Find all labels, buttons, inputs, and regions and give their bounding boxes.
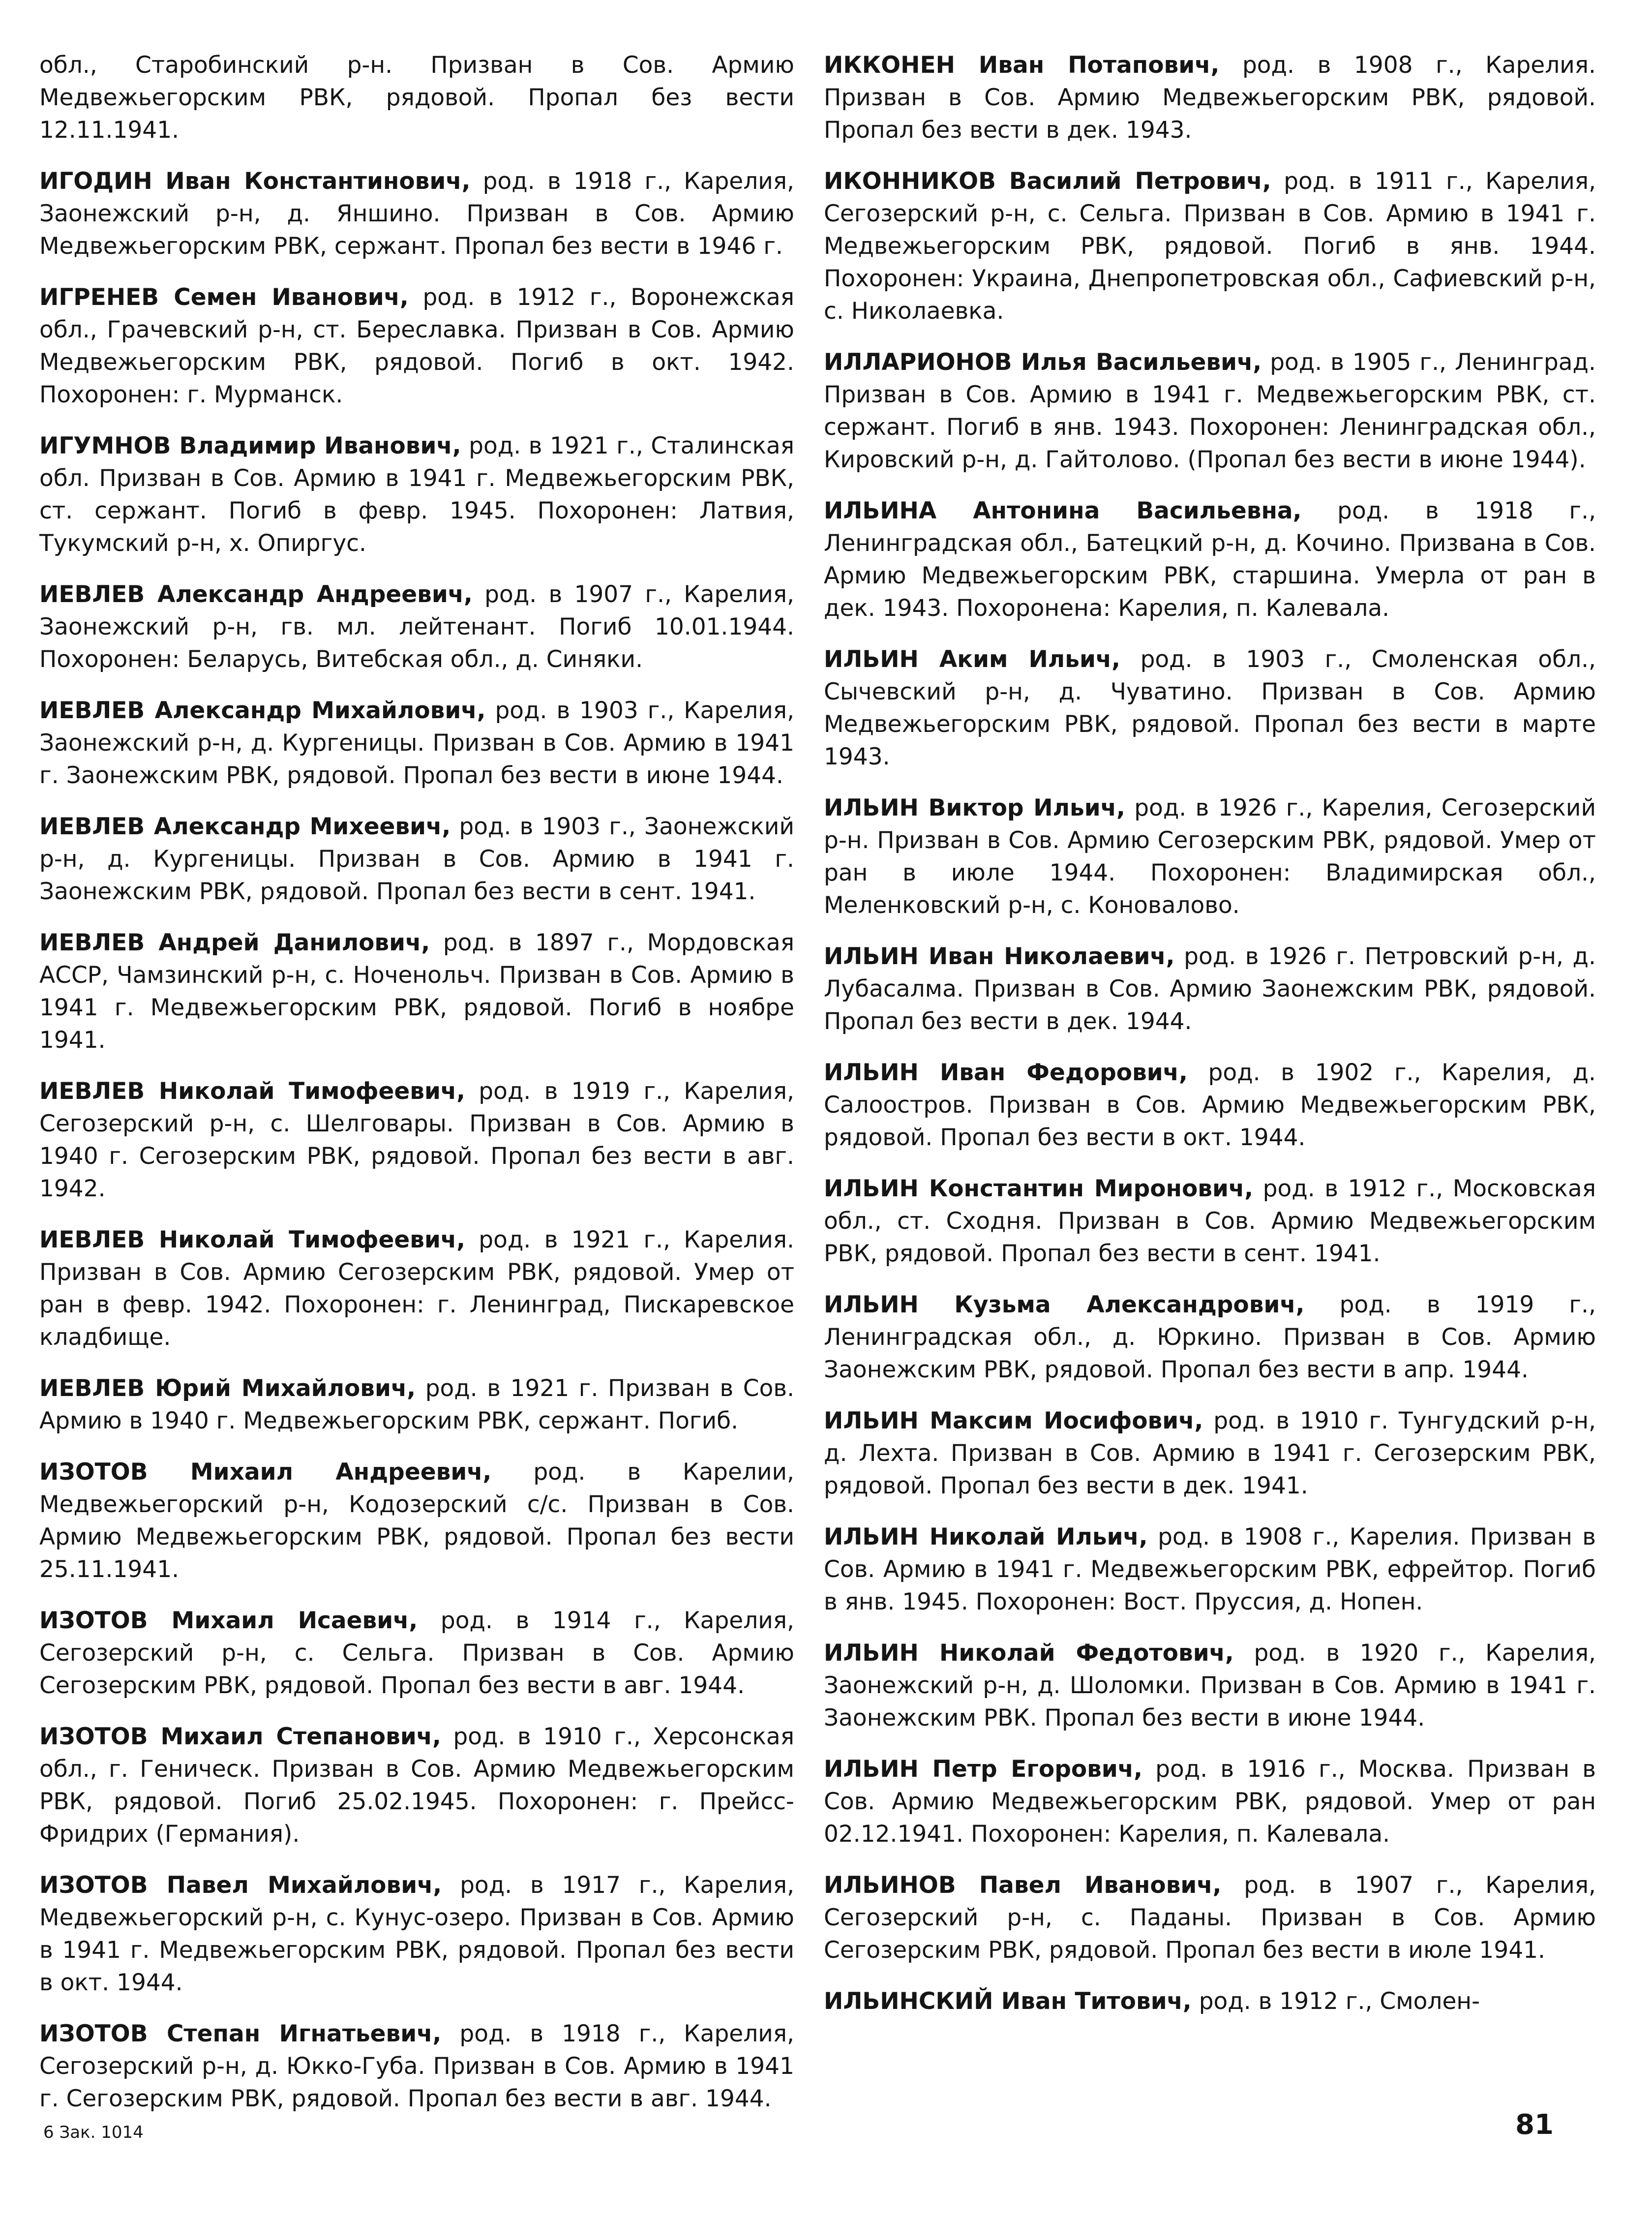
biography-entry	[39, 1372, 794, 1437]
person-name: ИЗОТОВ Михаил Исаевич,	[39, 1607, 418, 1634]
entry-text: род. в 1918 г., Карелия, Заонежский р-н, д. Яншино. Призван в Сов. Армию Медвежьегорским РВК, сержант. Пропал без вести в 1946 г.	[39, 168, 794, 260]
person-name: ИКОННИКОВ Василий Петрович,	[824, 168, 1271, 195]
biography-entry	[824, 495, 1596, 625]
entry-text: род. в 1910 г. Тунгудский р-н, д. Лехта. Призван в Сов. Армию в 1941 г. Сегозерским РВК, рядовой. Пропал без вести в дек. 1941.	[824, 1407, 1596, 1499]
entry-text: род. в 1903 г., Карелия, Заонежский р-н, д. Кургеницы. Призван в Сов. Армию в 1941 г. Заонежским РВК, рядовой. Пропал без вести в июне 1944.	[39, 697, 795, 789]
biography-entry	[39, 1721, 794, 1851]
person-name: ИЛЬИНОВ Павел Иванович,	[824, 1872, 1222, 1899]
biography-entry	[824, 1869, 1596, 1967]
person-name: ИЛЬИН Константин Миронович,	[824, 1175, 1254, 1202]
person-name: ИЗОТОВ Михаил Степанович,	[39, 1723, 441, 1750]
biography-entry	[39, 811, 794, 908]
person-name: ИЛЬИН Максим Иосифович,	[824, 1407, 1203, 1434]
entry-text: обл., Старобинский р-н. Призван в Сов. Армию Медвежьегорским РВК, рядовой. Пропал без вести 12.11.1941.	[39, 52, 794, 144]
entry-text: род. в 1908 г., Карелия. Призван в Сов. Армию в 1941 г. Медвежьегорским РВК, ефрейтор. Погиб в янв. 1945. Похоронен: Вост. Пруссия, д. Нопен.	[824, 1523, 1596, 1615]
left-column	[39, 49, 794, 2134]
person-name: ИККОНЕН Иван Потапович,	[824, 52, 1220, 79]
biography-entry	[824, 1521, 1596, 1618]
biography-entry	[824, 941, 1596, 1038]
person-name: ИЕВЛЕВ Андрей Данилович,	[39, 929, 430, 956]
biography-entry	[824, 1637, 1596, 1734]
person-name: ИЛЬИН Кузьма Александрович,	[824, 1291, 1305, 1318]
entry-text: род. в 1918 г., Ленинградская обл., Батецкий р-н, д. Кочино. Призвана в Сов. Армию Медвежьегорским РВК, старшина. Умерла от ран в дек. 1943. Похоронена: Карелия, п. Калевала.	[824, 497, 1596, 622]
biography-entry	[824, 1753, 1596, 1851]
entry-text: род. в 1926 г. Петровский р-н, д. Лубасалма. Призван в Сов. Армию Заонежским РВК, рядовой. Пропал без вести в дек. 1944.	[824, 943, 1596, 1035]
person-name: ИЛЬИН Петр Егорович,	[824, 1756, 1142, 1783]
person-name: ИГРЕНЕВ Семен Иванович,	[39, 284, 409, 311]
person-name: ИЕВЛЕВ Александр Андреевич,	[39, 581, 473, 608]
entry-text: род. в 1916 г., Москва. Призван в Сов. Армию Медвежьегорским РВК, рядовой. Умер от ран 02.12.1941. Похоронен: Карелия, п. Калевала.	[824, 1756, 1596, 1848]
biography-entry	[824, 1173, 1596, 1270]
biography-entry	[824, 643, 1596, 773]
entry-text: род. в 1919 г., Ленинградская обл., д. Юркино. Призван в Сов. Армию Заонежским РВК, рядовой. Пропал без вести в апр. 1944.	[824, 1291, 1596, 1383]
entry-text: род. в 1921 г., Сталинская обл. Призван в Сов. Армию в 1941 г. Медвежьегорским РВК, ст. сержант. Погиб в февр. 1945. Похоронен: Латвия, Тукумский р-н, х. Опиргус.	[39, 432, 795, 557]
entry-text: род. в 1903 г., Заонежский р-н, д. Кургеницы. Призван в Сов. Армию в 1941 г. Заонежским РВК, рядовой. Пропал без вести в сент. 1941.	[39, 813, 794, 905]
person-name: ИЛЬИН Иван Федорович,	[824, 1059, 1188, 1086]
biography-entry	[824, 165, 1596, 328]
person-name: ИГОДИН Иван Константинович,	[39, 168, 471, 195]
person-name: ИЛЬИН Аким Ильич,	[824, 646, 1120, 673]
biography-entry	[39, 1075, 794, 1205]
entry-text: род. в 1919 г., Карелия, Сегозерский р-н, с. Шелговары. Призван в Сов. Армию в 1940 г. Сегозерским РВК, рядовой. Пропал без вести в авг. 1942.	[39, 1078, 794, 1202]
biography-entry	[39, 578, 794, 676]
biography-entry	[824, 346, 1596, 476]
entry-text: род. в 1912 г., Московская обл., ст. Сходня. Призван в Сов. Армию Медвежьегорским РВК, рядовой. Пропал без вести в сент. 1941.	[824, 1175, 1596, 1267]
person-name: ИЕВЛЕВ Александр Михайлович,	[39, 697, 486, 724]
entry-text: род. в 1914 г., Карелия, Сегозерский р-н, с. Сельга. Призван в Сов. Армию Сегозерским РВК, рядовой. Пропал без вести в авг. 1944.	[39, 1607, 795, 1699]
entry-text: род. в 1902 г., Карелия, д. Салоостров. Призван в Сов. Армию Медвежьегорским РВК, рядовой. Пропал без вести в окт. 1944.	[824, 1059, 1596, 1151]
person-name: ИЕВЛЕВ Александр Михеевич,	[39, 813, 451, 840]
person-name: ИЗОТОВ Павел Михайлович,	[39, 1872, 442, 1899]
biography-entry	[39, 1869, 794, 1999]
entry-text: род. в 1907 г., Карелия, Сегозерский р-н, с. Паданы. Призван в Сов. Армию Сегозерским РВК, рядовой. Пропал без вести в июле 1941.	[824, 1872, 1596, 1964]
person-name: ИЗОТОВ Степан Игнатьевич,	[39, 2020, 442, 2047]
right-column	[824, 49, 1596, 2037]
entry-text: род. в 1911 г., Карелия, Сегозерский р-н, с. Сельга. Призван в Сов. Армию в 1941 г. Медвежьегорским РВК, рядовой. Погиб в янв. 1944. Похоронен: Украина, Днепропетровская обл., Сафиевский р-н, с. Николаевка.	[824, 168, 1596, 325]
biography-entry	[824, 1985, 1596, 2018]
person-name: ИЛЬИН Иван Николаевич,	[824, 943, 1175, 970]
biography-entry	[39, 430, 794, 560]
entry-text: род. в 1920 г., Карелия, Заонежский р-н, д. Шоломки. Призван в Сов. Армию в 1941 г. Заонежским РВК. Пропал без вести в июне 1944.	[824, 1640, 1596, 1732]
person-name: ИЕВЛЕВ Николай Тимофеевич,	[39, 1226, 466, 1253]
entry-text: род. в 1918 г., Карелия, Сегозерский р-н, д. Юкко-Губа. Призван в Сов. Армию в 1941 г. Сегозерским РВК, рядовой. Пропал без вести в авг. 1944.	[39, 2020, 794, 2112]
entry-text: род. в 1910 г., Херсонская обл., г. Геническ. Призван в Сов. Армию Медвежьегорским РВК, рядовой. Погиб 25.02.1945. Похоронен: г. Прейсс-Фридрих (Германия).	[39, 1723, 794, 1848]
person-name: ИЕВЛЕВ Юрий Михайлович,	[39, 1375, 416, 1402]
biography-entry	[39, 1224, 794, 1354]
page-number: 81	[1515, 2109, 1554, 2141]
entry-text: род. в 1921 г., Карелия. Призван в Сов. Армию Сегозерским РВК, рядовой. Умер от ран в февр. 1942. Похоронен: г. Ленинград, Пискаревское кладбище.	[39, 1226, 794, 1351]
biography-entry	[824, 49, 1596, 147]
person-name: ИГУМНОВ Владимир Иванович,	[39, 432, 461, 459]
biography-entry	[39, 281, 794, 411]
entry-text: род. в 1912 г., Смолен-	[1191, 1988, 1480, 2015]
entry-text: род. в 1897 г., Мордовская АССР, Чамзинский р-н, с. Ноченольч. Призван в Сов. Армию в 1941 г. Медвежьегорским РВК, рядовой. Погиб в ноябре 1941.	[39, 929, 794, 1054]
entry-text: род. в 1903 г., Смоленская обл., Сычевский р-н, д. Чуватино. Призван в Сов. Армию Медвежьегорским РВК, рядовой. Пропал без вести в марте 1943.	[824, 646, 1596, 770]
biography-entry	[824, 792, 1596, 922]
person-name: ИЛЬИН Николай Федотович,	[824, 1640, 1234, 1667]
biography-entry	[824, 1289, 1596, 1386]
biography-entry	[39, 49, 794, 147]
person-name: ИЛЬИН Николай Ильич,	[824, 1523, 1148, 1550]
person-name: ИЛЛАРИОНОВ Илья Васильевич,	[824, 349, 1262, 376]
printer-signature-mark: 6 Зак. 1014	[43, 2123, 144, 2142]
biography-entry	[824, 1405, 1596, 1502]
person-name: ИЛЬИН Виктор Ильич,	[824, 794, 1125, 821]
biography-entry	[39, 165, 794, 263]
biography-entry	[39, 2018, 794, 2115]
person-name: ИЛЬИНСКИЙ Иван Титович,	[824, 1988, 1192, 2015]
entry-text: род. в 1921 г. Призван в Сов. Армию в 1940 г. Медвежьегорским РВК, сержант. Погиб.	[39, 1375, 795, 1434]
entry-text: род. в 1905 г., Ленинград. Призван в Сов. Армию в 1941 г. Медвежьегорским РВК, ст. сержант. Погиб в янв. 1943. Похоронен: Ленинградская обл., Кировский р-н, д. Гайтолово. (Пропал без вести в июне 1944).	[824, 349, 1596, 473]
biography-entry	[39, 1605, 794, 1702]
biography-entry	[39, 1456, 794, 1586]
entry-text: род. в 1912 г., Воронежская обл., Грачевский р-н, ст. Береславка. Призван в Сов. Армию Медвежьегорским РВК, рядовой. Погиб в окт. 1942. Похоронен: г. Мурманск.	[39, 284, 794, 408]
entry-text: род. в 1907 г., Карелия, Заонежский р-н, гв. мл. лейтенант. Погиб 10.01.1944. Похоронен: Беларусь, Витебская обл., д. Синяки.	[39, 581, 794, 673]
entry-text: род. в 1917 г., Карелия, Медвежьегорский р-н, с. Кунус-озеро. Призван в Сов. Армию в 1941 г. Медвежьегорским РВК, рядовой. Пропал без вести в окт. 1944.	[39, 1872, 795, 1996]
entry-text: род. в 1926 г., Карелия, Сегозерский р-н. Призван в Сов. Армию Сегозерским РВК, рядовой. Умер от ран в июле 1944. Похоронен: Владимирская обл., Меленковский р-н, с. Коновалово.	[824, 794, 1596, 919]
entry-text: род. в Карелии, Медвежьегорский р-н, Кодозерский с/с. Призван в Сов. Армию Медвежьегорским РВК, рядовой. Пропал без вести 25.11.1941.	[39, 1459, 794, 1583]
entry-text: род. в 1908 г., Карелия. Призван в Сов. Армию Медвежьегорским РВК, рядовой. Пропал без вести в дек. 1943.	[824, 52, 1596, 144]
biography-entry	[824, 1057, 1596, 1154]
biography-entry	[39, 695, 794, 792]
biography-entry	[39, 927, 794, 1057]
person-name: ИЕВЛЕВ Николай Тимофеевич,	[39, 1078, 466, 1105]
person-name: ИЗОТОВ Михаил Андреевич,	[39, 1459, 492, 1486]
person-name: ИЛЬИНА Антонина Васильевна,	[824, 497, 1302, 524]
